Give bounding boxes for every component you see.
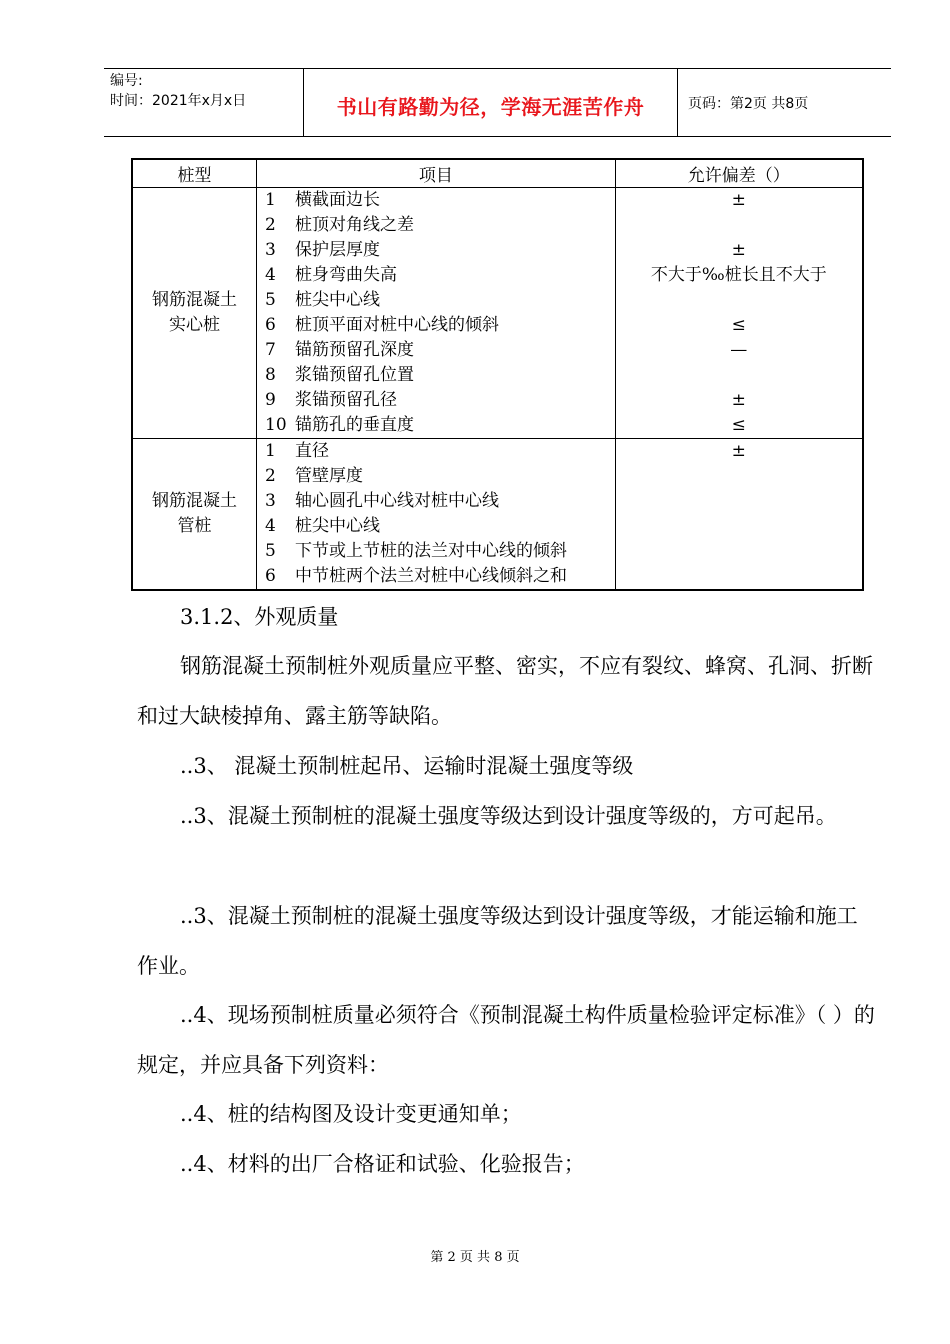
body-paragraph: 钢筋混凝土预制桩外观质量应平整、密实，不应有裂纹、蜂窝、孔洞、折断和过大缺棱掉角、露主筋等缺陷。 — [137, 654, 873, 728]
header-page-info: 页码：第2页 共8页 — [688, 96, 809, 112]
header-motto: 书山有路勤为径，学海无涯苦作舟 — [336, 95, 645, 119]
item-line: 3 轴心圆孔中心线对桩中心线 — [265, 491, 500, 511]
tolerance-value: 不大于‰桩长且不大于 — [650, 265, 827, 285]
section-heading: 3.1.2、外观质量 — [180, 605, 339, 629]
item-line: 8 浆锚预留孔位置 — [265, 365, 415, 385]
tolerance-value — [616, 539, 862, 564]
pile-type-line: 钢筋混凝土 — [152, 491, 238, 511]
item-line: 3 保护层厚度 — [265, 240, 381, 260]
tolerance-cell — [615, 188, 863, 439]
item-cell — [257, 188, 616, 439]
tolerance-value: ≤ — [731, 415, 746, 435]
tolerance-value — [616, 288, 862, 313]
body-paragraph: ..4、现场预制桩质量必须符合《预制混凝土构件质量检验评定标准》（ ）的规定，并应具备下列资料： — [137, 1003, 875, 1077]
item-line: 9 浆锚预留孔径 — [265, 390, 398, 410]
time-label: 时间：2021年x月x日 — [110, 93, 247, 109]
tolerance-value — [616, 489, 862, 514]
header-tolerance: 允许偏差（） — [615, 159, 863, 188]
pile-type-line: 管桩 — [177, 516, 212, 536]
tolerance-cell — [615, 439, 863, 591]
tolerance-value: ≤ — [731, 315, 746, 335]
header-item: 项目 — [257, 159, 616, 188]
body-paragraph: ..3、 混凝土预制桩起吊、运输时混凝土强度等级 — [180, 754, 634, 778]
page-footer: 第 2 页 共 8 页 — [430, 1250, 520, 1265]
pile-type-line: 实心桩 — [169, 315, 221, 335]
tolerance-value — [616, 514, 862, 539]
item-line: 7 锚筋预留孔深度 — [265, 340, 415, 360]
body-paragraph: ..3、混凝土预制桩的混凝土强度等级达到设计强度等级，才能运输和施工作业。 — [137, 904, 858, 978]
body-paragraph: ..4、桩的结构图及设计变更通知单； — [180, 1102, 522, 1126]
item-line: 1 直径 — [265, 441, 330, 461]
tolerance-table — [131, 158, 864, 591]
pile-type-cell — [132, 439, 257, 591]
serial-label: 编号: — [110, 73, 143, 89]
tolerance-value: ± — [731, 240, 746, 260]
tolerance-value — [616, 213, 862, 238]
item-line: 6 桩顶平面对桩中心线的倾斜 — [265, 315, 500, 335]
table-row — [132, 188, 863, 439]
item-line: 5 桩尖中心线 — [265, 290, 381, 310]
item-cell — [257, 439, 616, 591]
body-paragraph: ..3、混凝土预制桩的混凝土强度等级达到设计强度等级的，方可起吊。 — [180, 804, 837, 828]
tolerance-value — [616, 363, 862, 388]
item-line: 10 锚筋孔的垂直度 — [265, 415, 415, 435]
pile-type-line: 钢筋混凝土 — [152, 290, 238, 310]
tolerance-value: — — [730, 340, 748, 360]
table-row — [132, 439, 863, 591]
tolerance-value — [616, 564, 862, 589]
item-line: 2 桩顶对角线之差 — [265, 215, 415, 235]
item-line: 4 桩身弯曲失高 — [265, 265, 398, 285]
header-meta — [110, 71, 246, 111]
table-header-row — [132, 159, 863, 188]
item-line: 2 管壁厚度 — [265, 466, 364, 486]
tolerance-value: ± — [731, 390, 746, 410]
tolerance-value — [616, 464, 862, 489]
item-line: 5 下节或上节桩的法兰对中心线的倾斜 — [265, 541, 568, 561]
header-pile-type: 桩型 — [132, 159, 257, 188]
item-line: 4 桩尖中心线 — [265, 516, 381, 536]
header-divider — [677, 69, 678, 136]
item-line: 6 中节桩两个法兰对桩中心线倾斜之和 — [265, 566, 568, 586]
body-paragraph: ..4、材料的出厂合格证和试验、化验报告； — [180, 1152, 585, 1176]
tolerance-value: ± — [731, 190, 746, 210]
tolerance-value: ± — [731, 441, 746, 461]
pile-type-cell — [132, 188, 257, 439]
item-line: 1 横截面边长 — [265, 190, 381, 210]
page-header — [104, 68, 891, 137]
